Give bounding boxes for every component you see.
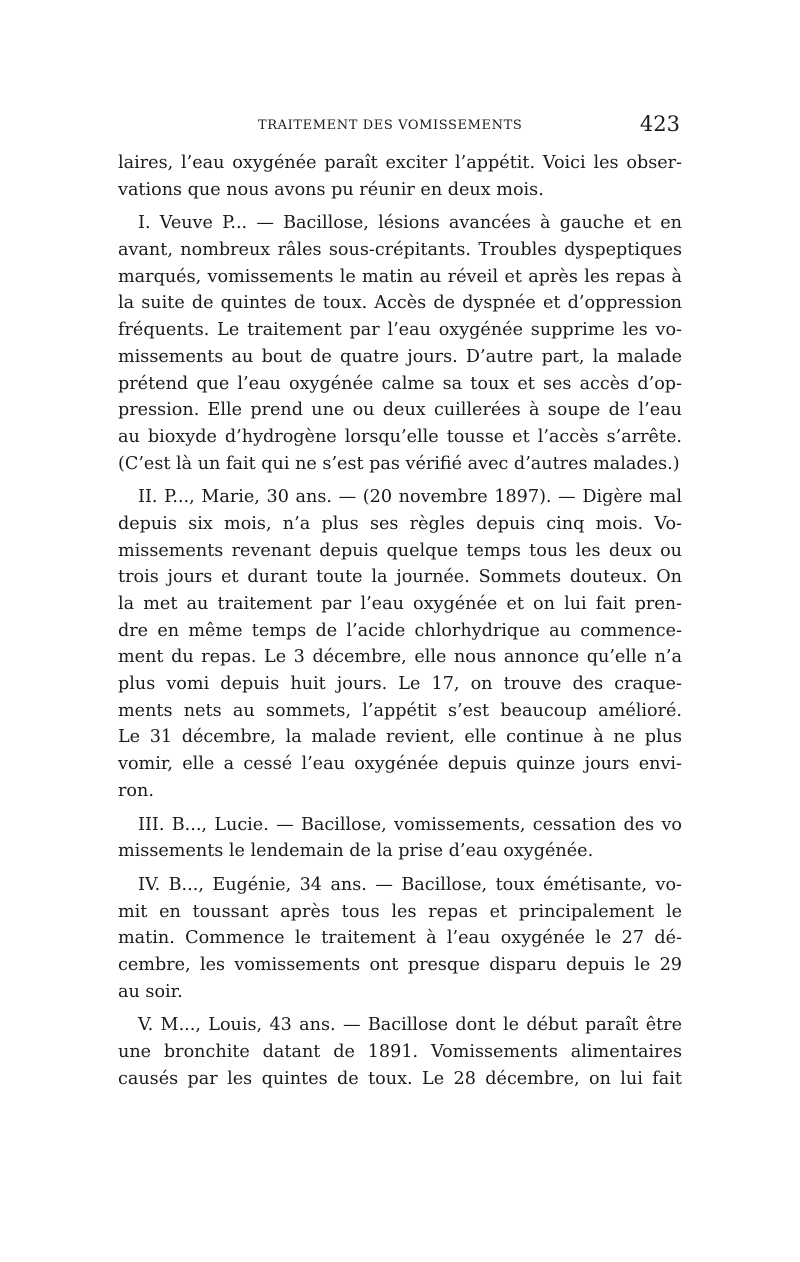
text-line: Le 31 décembre, la malade revient, elle continue à ne plus: [118, 727, 682, 748]
text-line: marqués, vomissements le matin au réveil et après les repas à: [118, 266, 682, 287]
text-line: mit en toussant après tous les repas et principalement le: [118, 901, 682, 922]
text-line: dre en même temps de l’acide chlorhydrique au commence-: [118, 620, 682, 641]
text-line: causés par les quintes de toux. Le 28 décembre, on lui fait: [118, 1068, 682, 1089]
text-line: matin. Commence le traitement à l’eau oxygénée le 27 dé-: [118, 928, 682, 949]
text-line: (C’est là un fait qui ne s’est pas vérifié avec d’autres malades.): [118, 453, 680, 474]
text-line: vomir, elle a cessé l’eau oxygénée depuis quinze jours envi-: [118, 754, 682, 775]
text-line: ment du repas. Le 3 décembre, elle nous annonce qu’elle n’a: [118, 647, 682, 668]
text-line: au soir.: [118, 981, 183, 1002]
text-line: III. B..., Lucie. — Bacillose, vomissements, cessation des vo: [138, 814, 682, 835]
text-line: V. M..., Louis, 43 ans. — Bacillose dont le début paraît être: [138, 1015, 682, 1036]
text-line: fréquents. Le traitement par l’eau oxygénée supprime les vo-: [118, 320, 682, 341]
text-line: la met au traitement par l’eau oxygénée et on lui fait pren-: [118, 594, 682, 614]
text-line: depuis six mois, n’a plus ses règles depuis cinq mois. Vo-: [118, 513, 682, 534]
body-text: [118, 150, 682, 1092]
text-line: I. Veuve P... — Bacillose, lésions avancées à gauche et en: [138, 213, 682, 234]
text-line: missements revenant depuis quelque temps tous les deux ou: [118, 540, 682, 561]
text-line: II. P..., Marie, 30 ans. — (20 novembre 1897). — Digère mal: [138, 487, 682, 508]
text-line: cembre, les vomissements ont presque disparu depuis le 29: [118, 954, 682, 975]
text-line: trois jours et durant toute la journée. Sommets douteux. On: [118, 567, 682, 588]
text-line: prétend que l’eau oxygénée calme sa toux et ses accès d’op-: [118, 373, 682, 394]
text-line: avant, nombreux râles sous-crépitants. Troubles dyspeptiques: [118, 240, 682, 261]
text-line: plus vomi depuis huit jours. Le 17, on trouve des craque-: [118, 674, 682, 695]
text-line: pression. Elle prend une ou deux cuillerées à soupe de l’eau: [118, 400, 682, 421]
running-head: [118, 112, 680, 140]
text-line: laires, l’eau oxygénée paraît exciter l’appétit. Voici les obser-: [118, 153, 682, 173]
text-line: vations que nous avons pu réunir en deux mois.: [118, 179, 544, 200]
text-line: ron.: [118, 780, 154, 801]
text-line: au bioxyde d’hydrogène lorsqu’elle tousse et l’accès s’arrête.: [118, 426, 682, 447]
page-number: 423: [639, 112, 680, 136]
text-line: IV. B..., Eugénie, 34 ans. — Bacillose, toux émétisante, vo-: [138, 874, 682, 895]
running-title: TRAITEMENT DES VOMISSEMENTS: [258, 118, 523, 133]
text-line: ments nets au sommets, l’appétit s’est beaucoup amélioré.: [118, 700, 682, 721]
text-line: la suite de quintes de toux. Accès de dyspnée et d’oppression: [118, 293, 682, 314]
text-line: missements le lendemain de la prise d’eau oxygénée.: [118, 841, 594, 862]
text-line: missements au bout de quatre jours. D’autre part, la malade: [118, 346, 682, 367]
text-line: une bronchite datant de 1891. Vomissements alimentaires: [118, 1042, 682, 1062]
